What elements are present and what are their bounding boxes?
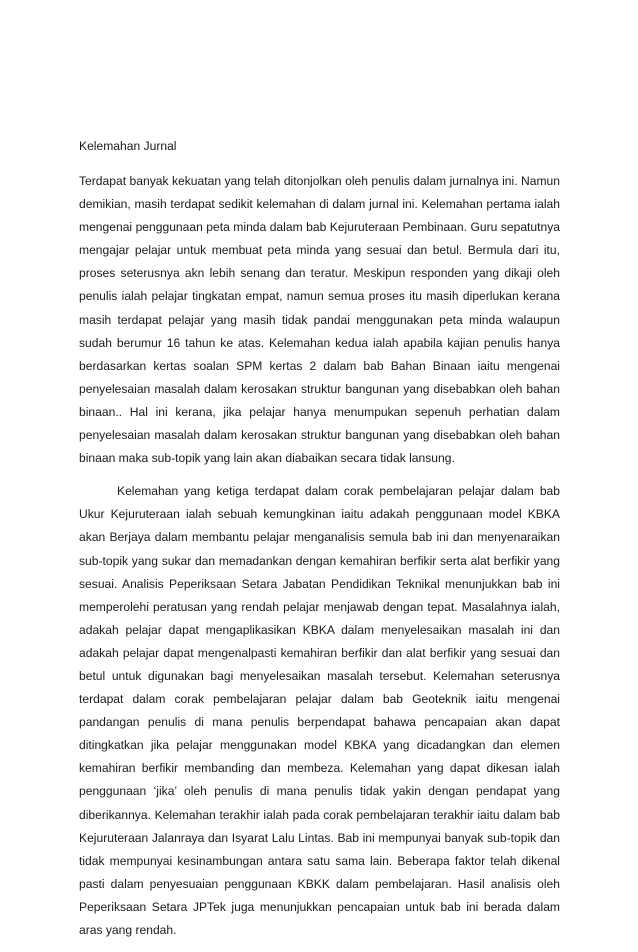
paragraph-2: Kelemahan yang ketiga terdapat dalam corak pembelajaran pelajar dalam bab Ukur Kejuruteraan ialah sebuah kemungkinan iaitu adakah penggunaan model KBKA akan Berjaya dalam membantu pelajar menganalisis semula bab ini dan menyenaraikan sub-topik yang sukar dan memadankan dengan kemahiran berfikir serta alat berfikir yang sesuai. Analisis Peperiksaan Setara Jabatan Pendidikan Teknikal menunjukkan bab ini memperolehi peratusan yang rendah pelajar menjawab dengan tepat. Masalahnya ialah, adakah pelajar dapat mengaplikasikan KBKA dalam menyelesaikan masalah ini dan adakah pelajar dapat mengenalpasti kemahiran berfikir dan alat berfikir yang sesuai dan betul untuk digunakan bagi menyelesaikan masalah tersebut. Kelemahan seterusnya terdapat dalam corak pembelajaran pelajar dalam bab Geoteknik iaitu mengenai pandangan penulis di mana penulis berpendapat bahawa pencapaian akan dapat ditingkatkan jika pelajar menggunakan model KBKA yang dicadangkan dan elemen kemahiran berfikir membanding dan membeza. Kelemahan yang dapat dikesan ialah penggunaan ‘jika’ oleh penulis di mana penulis tidak yakin dengan pendapat yang diberikannya. Kelemahan terakhir ialah pada corak pembelajaran terakhir iaitu dalam bab Kejuruteraan Jalanraya dan Isyarat Lalu Lintas. Bab ini mempunyai banyak sub-topik dan tidak mempunyai kesinambungan antara satu sama lain. Beberapa faktor telah dikenal pasti dalam penyesuaian penggunaan KBKK dalam pembelajaran. Hasil analisis oleh Peperiksaan Setara JPTek juga menunjukkan pencapaian untuk bab ini berada dalam aras yang rendah. xyxy=(79,484,560,937)
paragraph-1: Terdapat banyak kekuatan yang telah ditonjolkan oleh penulis dalam jurnalnya ini. Namun demikian, masih terdapat sedikit kelemahan di dalam jurnal ini. Kelemahan pertama ialah mengenai penggunaan peta minda dalam bab Kejuruteraan Pembinaan. Guru sepatutnya mengajar pelajar untuk membuat peta minda yang sesuai dan betul. Bermula dari itu, proses seterusnya akn lebih senang dan teratur. Meskipun responden yang dikaji oleh penulis ialah pelajar tingkatan empat, namun semua proses itu masih diperlukan kerana masih terdapat pelajar yang masih tidak pandai menggunakan peta minda walaupun sudah berumur 16 tahun ke atas. Kelemahan kedua ialah apabila kajian penulis hanya berdasarkan kertas soalan SPM kertas 2 dalam bab Bahan Binaan iaitu mengenai penyelesaian masalah dalam kerosakan struktur bangunan yang disebabkan oleh bahan binaan.. Hal ini kerana, jika pelajar hanya menumpukan sepenuh perhatian dalam penyelesaian masalah dalam kerosakan struktur bangunan yang disebabkan oleh bahan binaan maka sub-topik yang lain akan diabaikan secara tidak lansung. xyxy=(79,174,560,466)
section-heading: Kelemahan Jurnal xyxy=(79,139,177,153)
document-body xyxy=(79,134,560,952)
